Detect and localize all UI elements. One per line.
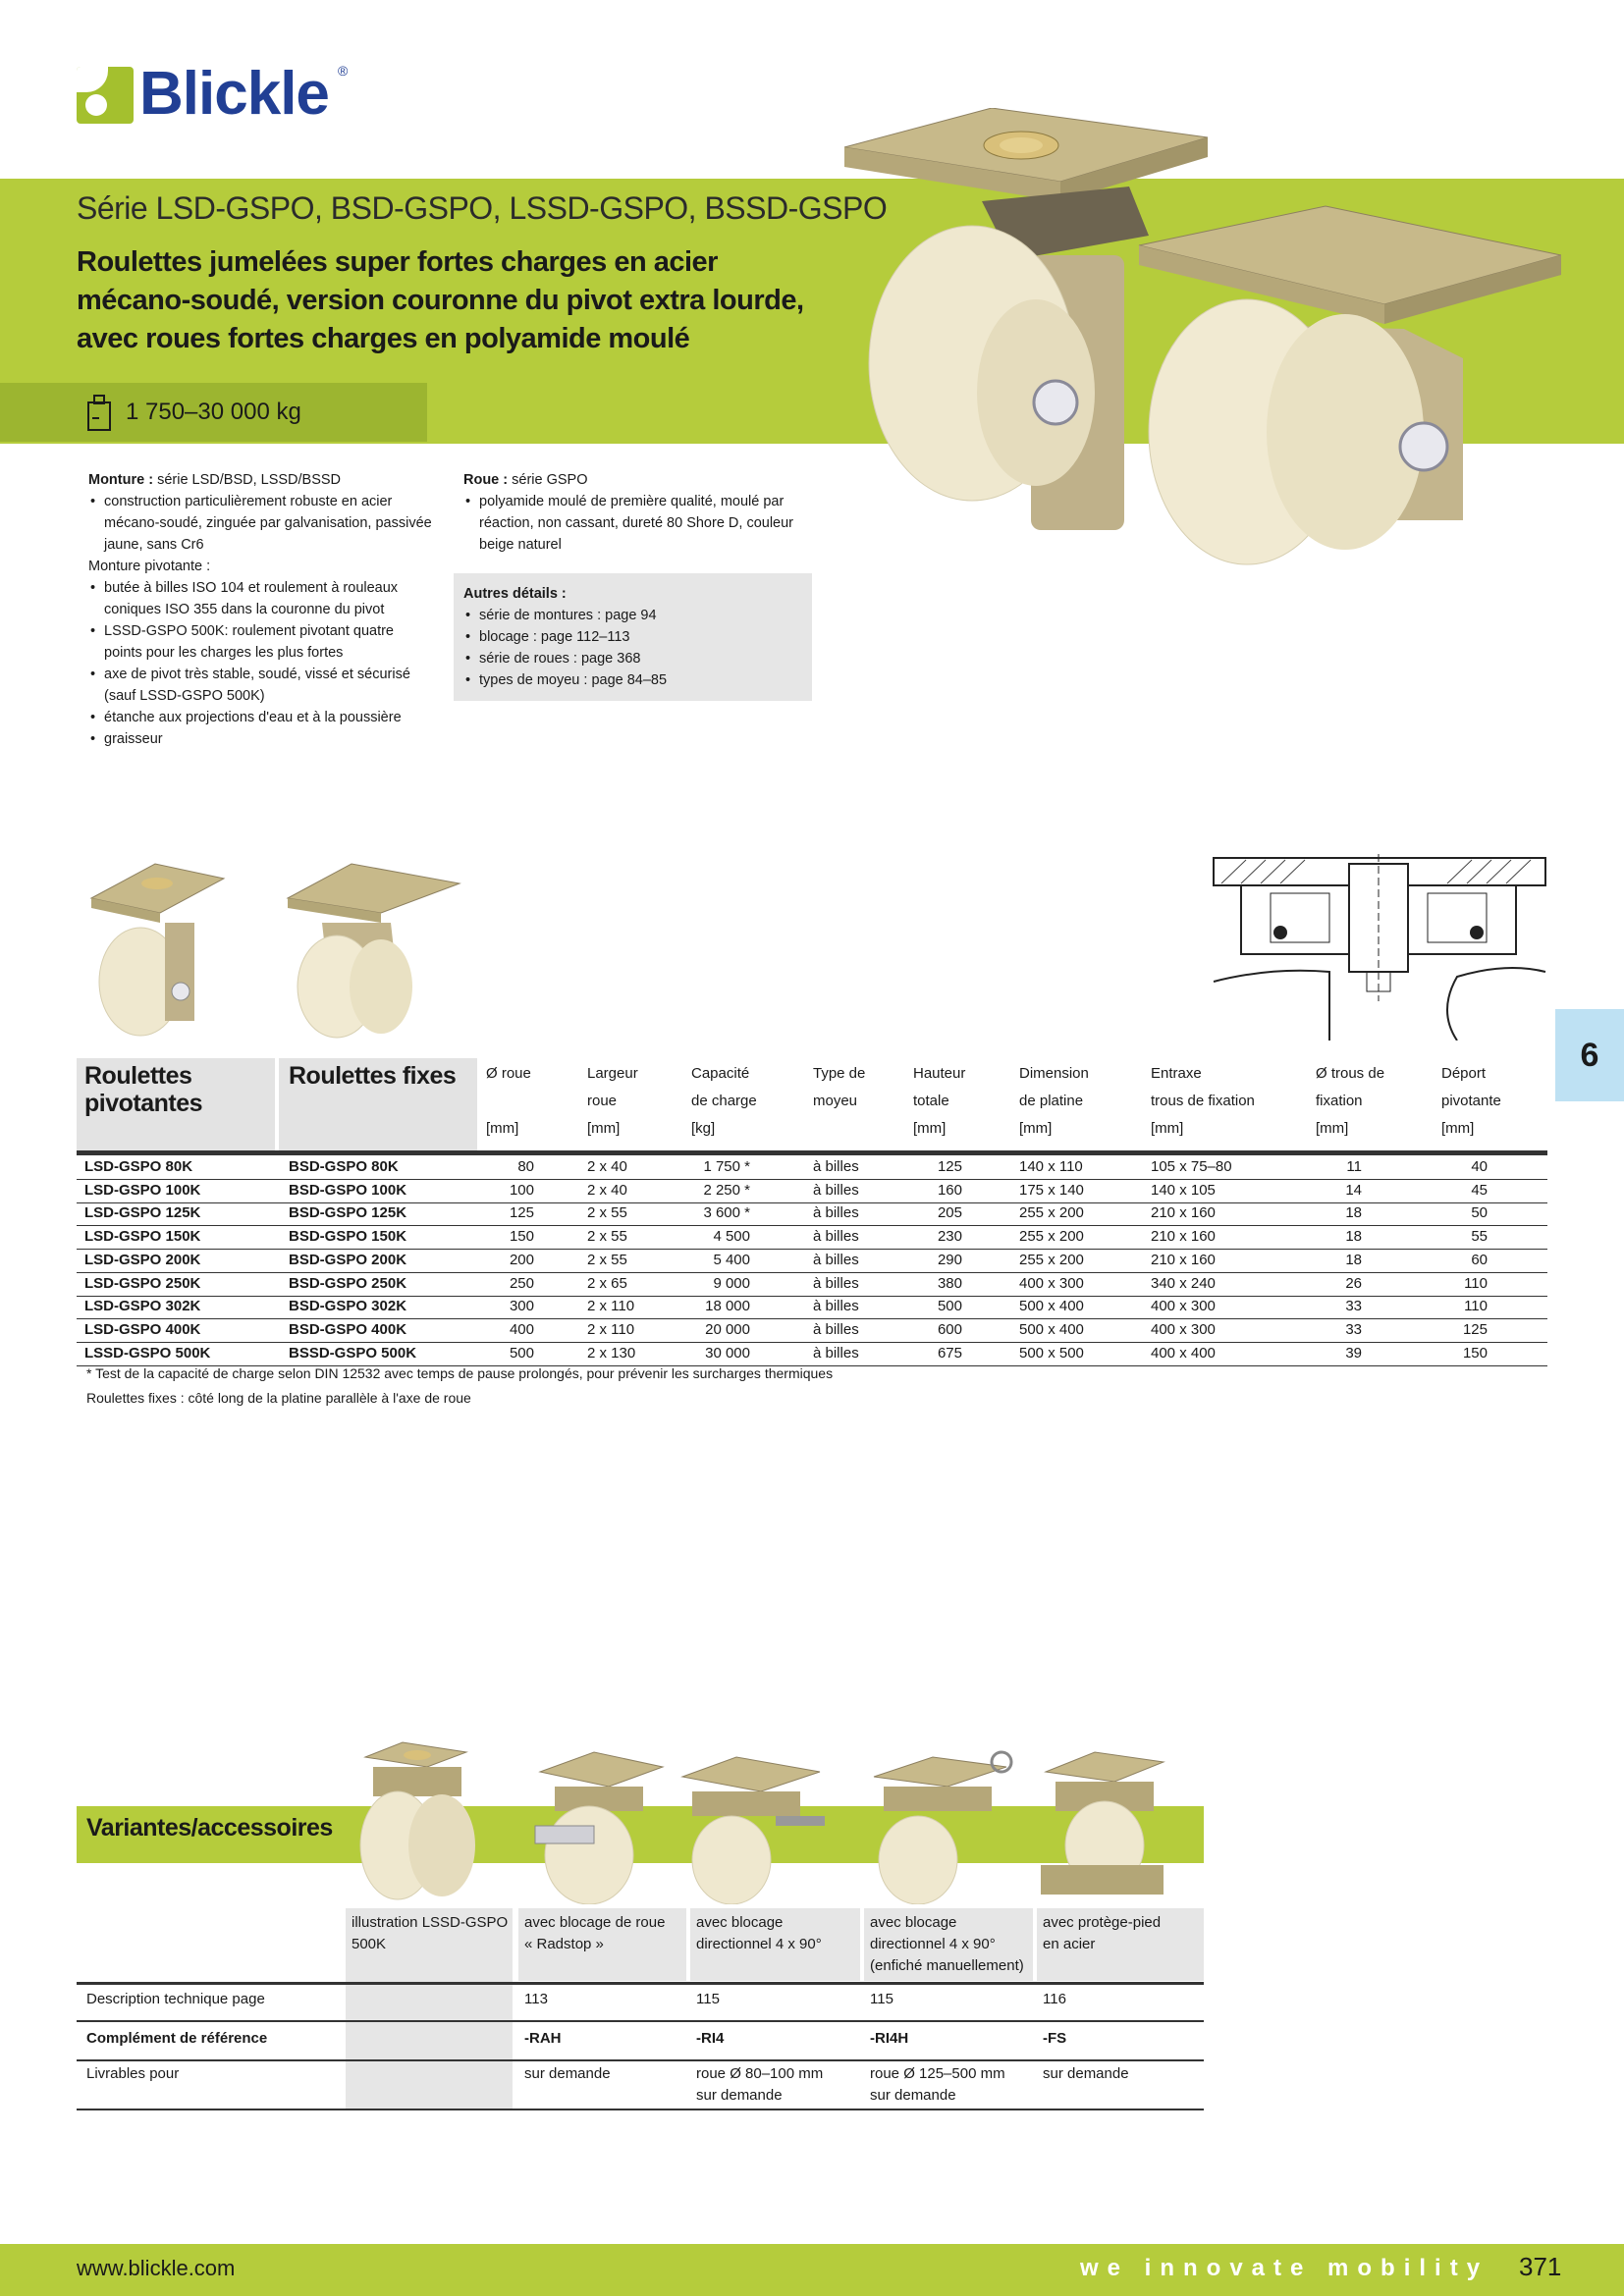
list-item: • série de montures : page 94: [463, 605, 817, 626]
info-column-mounting: [88, 469, 432, 750]
table-row: [77, 1319, 1547, 1343]
table-cell: 125: [1462, 1320, 1488, 1338]
variant-header: « Radstop »: [524, 1936, 604, 1952]
variant-availability: sur demande: [1043, 2065, 1129, 2082]
row-label-avail: Livrables pour: [86, 2065, 180, 2082]
table-row: [77, 1273, 1547, 1297]
fixed-ref: BSD-GSPO 150K: [289, 1228, 407, 1246]
table-cell: 400 x 400: [1151, 1344, 1216, 1362]
table-cell: 675: [937, 1344, 962, 1362]
subtitle-line: mécano-soudé, version couronne du pivot extra lourde,: [77, 285, 804, 316]
monture-list: [88, 491, 432, 556]
table-cell: 600: [937, 1320, 962, 1338]
variant-desc-page: 115: [696, 1991, 720, 2007]
table-cell: 255 x 200: [1019, 1228, 1084, 1246]
table-cell: 380: [937, 1274, 962, 1292]
variant-desc-page: 116: [1043, 1991, 1066, 2007]
subtitle-line: Roulettes jumelées super fortes charges en acier: [77, 246, 718, 278]
swivel-ref: LSD-GSPO 400K: [84, 1320, 201, 1338]
table-cell: à billes: [813, 1344, 859, 1362]
table-cell: 50: [1471, 1204, 1488, 1222]
table-cell: 175 x 140: [1019, 1181, 1084, 1199]
table-cell: 18: [1345, 1251, 1362, 1268]
table-cell: à billes: [813, 1228, 859, 1246]
table-row: [77, 1202, 1547, 1226]
fixed-ref: BSD-GSPO 125K: [289, 1204, 407, 1222]
variant-header: 500K: [352, 1936, 387, 1952]
variant-header: directionnel 4 x 90°: [696, 1936, 822, 1952]
table-cell: 150: [1462, 1344, 1488, 1362]
header-line: Roulettes: [84, 1062, 192, 1090]
table-cell: à billes: [813, 1158, 859, 1175]
fixed-ref: BSD-GSPO 400K: [289, 1320, 407, 1338]
column-header: [mm]: [1151, 1120, 1184, 1137]
table-cell: 205: [937, 1204, 962, 1222]
variant-photo-ri4h: [874, 1752, 1011, 1904]
table-cell: 210 x 160: [1151, 1228, 1216, 1246]
variant-ref: -FS: [1043, 2030, 1067, 2047]
fixed-ref: BSSD-GSPO 500K: [289, 1344, 417, 1362]
table-cell: 2 x 110: [587, 1298, 635, 1315]
swivel-ref: LSD-GSPO 125K: [84, 1204, 201, 1222]
page-number: 371: [1519, 2252, 1562, 2281]
load-range: 1 750–30 000 kg: [126, 399, 301, 425]
table-cell: 2 x 55: [587, 1228, 627, 1246]
column-header: [mm]: [913, 1120, 947, 1137]
product-table: [77, 1058, 1547, 1382]
info-column-wheel: [463, 469, 817, 691]
table-cell: 250: [509, 1274, 534, 1292]
swivel-ref: LSD-GSPO 302K: [84, 1298, 201, 1315]
column-header: [mm]: [486, 1120, 519, 1137]
swivel-ref: LSD-GSPO 100K: [84, 1181, 201, 1199]
table-cell: à billes: [813, 1298, 859, 1315]
table-cell: 30 000: [705, 1344, 750, 1362]
table-cell: 400 x 300: [1019, 1274, 1084, 1292]
table-cell: 400 x 300: [1151, 1298, 1216, 1315]
table-cell: 300: [509, 1298, 534, 1315]
list-item: • étanche aux projections d'eau et à la poussière: [88, 707, 432, 728]
column-header: Capacité: [691, 1065, 750, 1082]
list-item: • série de roues : page 368: [463, 648, 817, 669]
fixed-ref: BSD-GSPO 302K: [289, 1298, 407, 1315]
variant-header: avec blocage: [870, 1914, 957, 1931]
list-item: • blocage : page 112–113: [463, 626, 817, 648]
pivot-label: Monture pivotante :: [88, 559, 211, 574]
table-cell: 18: [1345, 1228, 1362, 1246]
column-header: moyeu: [813, 1093, 858, 1109]
fixed-ref: BSD-GSPO 250K: [289, 1274, 407, 1292]
table-cell: 2 x 40: [587, 1181, 627, 1199]
variant-availability: roue Ø 80–100 mm: [696, 2065, 824, 2082]
variant-rule: [77, 1982, 1204, 1985]
table-cell: à billes: [813, 1320, 859, 1338]
column-header: Entraxe: [1151, 1065, 1202, 1082]
table-cell: 500: [937, 1298, 962, 1315]
table-cell: 500 x 400: [1019, 1298, 1084, 1315]
variant-ref: -RI4: [696, 2030, 725, 2047]
variant-header: avec blocage: [696, 1914, 784, 1931]
table-cell: 55: [1471, 1228, 1488, 1246]
table-cell: 33: [1345, 1298, 1362, 1315]
column-header: Type de: [813, 1065, 866, 1082]
table-cell: 3 600 *: [703, 1204, 750, 1222]
variant-photo-500k: [360, 1742, 475, 1899]
column-header: [mm]: [1316, 1120, 1349, 1137]
table-cell: 80: [517, 1158, 534, 1175]
variant-header: en acier: [1043, 1936, 1096, 1952]
table-row: [77, 1250, 1547, 1273]
column-header: trous de fixation: [1151, 1093, 1255, 1109]
variant-availability: roue Ø 125–500 mm: [870, 2065, 1005, 2082]
variant-photo-rah: [535, 1752, 663, 1904]
product-thumbnails: [86, 844, 469, 1041]
column-header: Ø trous de: [1316, 1065, 1385, 1082]
table-cell: 150: [509, 1228, 534, 1246]
footnote-load-test: * Test de la capacité de charge selon DIN 12532 avec temps de pause prolongés, pour prévenir les surcharges thermiques: [86, 1365, 834, 1381]
monture-line: [88, 469, 432, 491]
roue-text: série GSPO: [508, 472, 588, 488]
table-row: [77, 1226, 1547, 1250]
table-cell: 105 x 75–80: [1151, 1158, 1232, 1175]
variant-header: (enfiché manuellement): [870, 1957, 1024, 1974]
logo-text: Blickle: [139, 60, 329, 128]
table-cell: 2 x 110: [587, 1320, 635, 1338]
roue-list: [463, 491, 817, 556]
table-cell: 18 000: [705, 1298, 750, 1315]
table-cell: 255 x 200: [1019, 1251, 1084, 1268]
product-subtitle: [77, 243, 823, 358]
table-cell: 40: [1471, 1158, 1488, 1175]
table-cell: 400: [509, 1320, 534, 1338]
variant-photo-fs: [1041, 1752, 1164, 1895]
table-cell: 2 x 55: [587, 1204, 627, 1222]
header-swivel-title: [84, 1062, 202, 1117]
table-cell: 160: [937, 1181, 962, 1199]
table-cell: 1 750 *: [703, 1158, 750, 1175]
column-header: totale: [913, 1093, 949, 1109]
table-cell: à billes: [813, 1274, 859, 1292]
variants-title: Variantes/accessoires: [86, 1814, 333, 1842]
column-header: [mm]: [587, 1120, 621, 1137]
table-cell: 290: [937, 1251, 962, 1268]
monture-text: série LSD/BSD, LSSD/BSSD: [153, 472, 342, 488]
table-cell: 200: [509, 1251, 534, 1268]
table-cell: 33: [1345, 1320, 1362, 1338]
table-row: [77, 1156, 1547, 1180]
footer-url[interactable]: www.blickle.com: [77, 2256, 236, 2280]
list-item: • butée à billes ISO 104 et roulement à rouleaux coniques ISO 355 dans la couronne du pivot: [88, 577, 432, 620]
table-cell: 2 250 *: [703, 1181, 750, 1199]
table-cell: à billes: [813, 1251, 859, 1268]
column-header: [mm]: [1441, 1120, 1475, 1137]
fixed-ref: BSD-GSPO 200K: [289, 1251, 407, 1268]
variant-header: avec protège-pied: [1043, 1914, 1162, 1931]
column-header: Hauteur: [913, 1065, 966, 1082]
fixed-ref: BSD-GSPO 100K: [289, 1181, 407, 1199]
table-cell: 39: [1345, 1344, 1362, 1362]
chapter-tab[interactable]: 6: [1555, 1009, 1624, 1101]
logo-mark-icon: [77, 67, 134, 124]
table-cell: 140 x 110: [1019, 1158, 1083, 1175]
monture-label: Monture :: [88, 472, 154, 488]
blickle-logo: [77, 60, 361, 128]
table-cell: 14: [1345, 1181, 1362, 1199]
variant-header: avec blocage de roue: [524, 1914, 666, 1931]
table-cell: 45: [1471, 1181, 1488, 1199]
swivel-ref: LSD-GSPO 250K: [84, 1274, 201, 1292]
table-cell: 140 x 105: [1151, 1181, 1216, 1199]
roue-label: Roue :: [463, 472, 509, 488]
variant-rule: [77, 2109, 1204, 2110]
swivel-ref: LSSD-GSPO 500K: [84, 1344, 211, 1362]
table-cell: 110: [1464, 1274, 1488, 1292]
table-cell: 11: [1346, 1158, 1362, 1175]
row-label-desc: Description technique page: [86, 1991, 265, 2007]
pivot-list: [88, 577, 432, 750]
column-header: de platine: [1019, 1093, 1084, 1109]
column-header: [kg]: [691, 1120, 716, 1137]
table-cell: 2 x 40: [587, 1158, 627, 1175]
list-item: • graisseur: [88, 728, 432, 750]
table-cell: 26: [1345, 1274, 1362, 1292]
table-cell: 2 x 130: [587, 1344, 636, 1362]
table-cell: 210 x 160: [1151, 1204, 1216, 1222]
table-cell: 4 500: [713, 1228, 750, 1246]
table-cell: 255 x 200: [1019, 1204, 1084, 1222]
list-item: • types de moyeu : page 84–85: [463, 669, 817, 691]
details-list: [463, 605, 817, 691]
table-cell: 5 400: [713, 1251, 750, 1268]
table-cell: 2 x 55: [587, 1251, 627, 1268]
list-item: • axe de pivot très stable, soudé, vissé et sécurisé (sauf LSSD-GSPO 500K): [88, 664, 432, 707]
table-row: [77, 1180, 1547, 1203]
variant-rule: [77, 2020, 1204, 2022]
row-label-ref: Complément de référence: [86, 2030, 268, 2047]
column-header: roue: [587, 1093, 618, 1109]
table-cell: à billes: [813, 1204, 859, 1222]
swivel-ref: LSD-GSPO 150K: [84, 1228, 201, 1246]
header-rule-thick: [77, 1152, 1547, 1155]
column-header: [mm]: [1019, 1120, 1053, 1137]
variant-desc-page: 113: [524, 1991, 548, 2007]
footer-slogan: we innovate mobility: [1080, 2255, 1489, 2281]
footnote-fixed: Roulettes fixes : côté long de la platine parallèle à l'axe de roue: [86, 1390, 471, 1406]
series-title: Série LSD-GSPO, BSD-GSPO, LSSD-GSPO, BSSD-GSPO: [77, 190, 888, 226]
roue-line: [463, 469, 817, 491]
table-cell: 100: [509, 1181, 534, 1199]
table-cell: 400 x 300: [1151, 1320, 1216, 1338]
load-capacity: [86, 391, 301, 434]
table-cell: 340 x 240: [1151, 1274, 1216, 1292]
table-cell: 500 x 500: [1019, 1344, 1084, 1362]
column-header: pivotante: [1441, 1093, 1501, 1109]
variant-photo-ri4: [682, 1757, 825, 1904]
logo-registered: ®: [338, 63, 349, 79]
subtitle-line: avec roues fortes charges en polyamide moulé: [77, 323, 690, 354]
column-header: Largeur: [587, 1065, 638, 1082]
table-cell: 60: [1471, 1251, 1488, 1268]
table-row: [77, 1296, 1547, 1319]
column-header: Ø roue: [486, 1065, 531, 1082]
table-cell: 110: [1464, 1298, 1488, 1315]
table-cell: à billes: [813, 1181, 859, 1199]
table-cell: 9 000: [713, 1274, 750, 1292]
details-label: Autres détails :: [463, 586, 567, 602]
table-cell: 230: [937, 1228, 962, 1246]
variant-ref: -RI4H: [870, 2030, 909, 2047]
header-line: pivotantes: [84, 1090, 203, 1117]
table-cell: 20 000: [705, 1320, 750, 1338]
column-header: Dimension: [1019, 1065, 1089, 1082]
swivel-ref: LSD-GSPO 200K: [84, 1251, 201, 1268]
variant-ref: -RAH: [524, 2030, 562, 2047]
table-cell: 125: [509, 1204, 534, 1222]
product-photo-swivel-fixed: [835, 108, 1561, 658]
table-cell: 500: [509, 1344, 534, 1362]
table-cell: 210 x 160: [1151, 1251, 1216, 1268]
variant-availability: sur demande: [524, 2065, 611, 2082]
variants-photos: [353, 1737, 1198, 1904]
variant-availability: sur demande: [696, 2087, 783, 2104]
table-cell: 2 x 65: [587, 1274, 627, 1292]
column-header: Déport: [1441, 1065, 1487, 1082]
list-item: • LSSD-GSPO 500K: roulement pivotant quatre points pour les charges les plus fortes: [88, 620, 432, 664]
list-item: • construction particulièrement robuste en acier mécano-soudé, zinguée par galvanisation, passivée jaune, sans Cr6: [88, 491, 432, 556]
variant-rule: [77, 2059, 1204, 2061]
swivel-ref: LSD-GSPO 80K: [84, 1158, 193, 1175]
variant-availability: sur demande: [870, 2087, 956, 2104]
fixed-ref: BSD-GSPO 80K: [289, 1158, 399, 1175]
column-header: de charge: [691, 1093, 757, 1109]
table-cell: 500 x 400: [1019, 1320, 1084, 1338]
variant-header: directionnel 4 x 90°: [870, 1936, 996, 1952]
list-item: • polyamide moulé de première qualité, moulé par réaction, non cassant, dureté 80 Shore D, couleur beige naturel: [463, 491, 797, 556]
variant-desc-page: 115: [870, 1991, 893, 2007]
variant-header: illustration LSSD-GSPO: [352, 1914, 509, 1931]
table-cell: 125: [937, 1158, 962, 1175]
column-header: fixation: [1316, 1093, 1363, 1109]
technical-drawing: [1212, 854, 1550, 1041]
weight-icon: [86, 393, 112, 432]
table-cell: 18: [1345, 1204, 1362, 1222]
header-fixed-title: Roulettes fixes: [289, 1062, 457, 1090]
